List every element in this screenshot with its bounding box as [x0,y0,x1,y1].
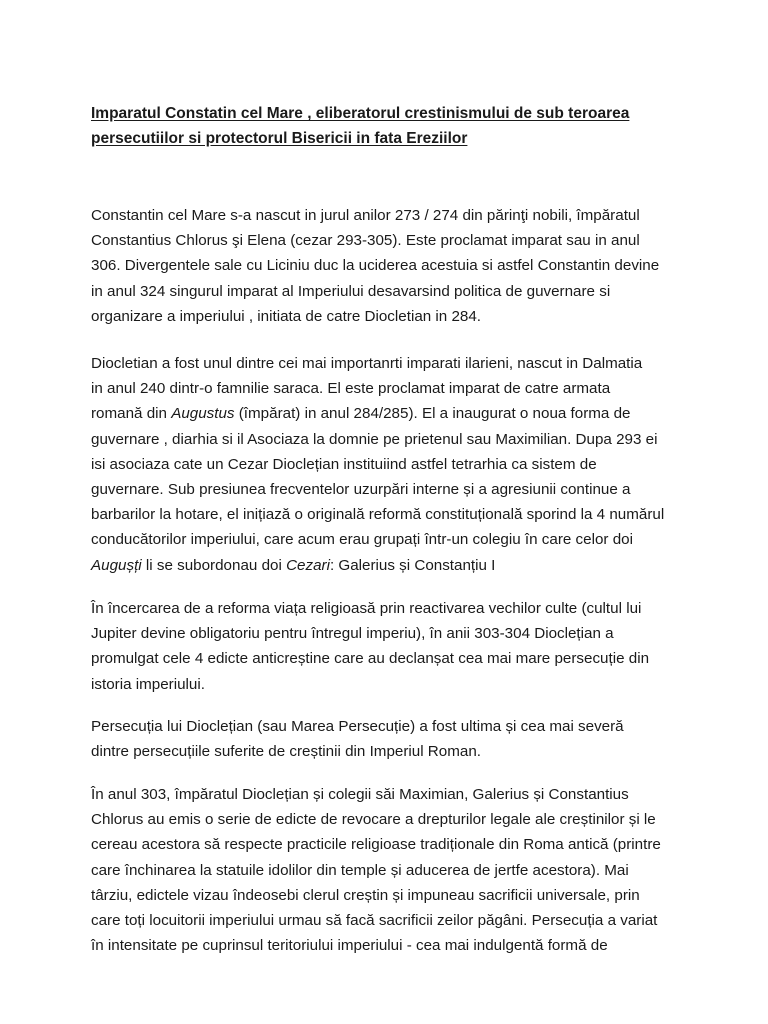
italic-term: Augușți [91,556,142,574]
paragraph-line: cereau acestora să respecte practicile religioase tradiționale din Roma antică (printre [91,836,661,854]
paragraph-religious-reform [91,596,691,697]
paragraph-line: conducătorilor imperiului, care acum erau grupați într-un colegiu în care celor doi [91,531,633,549]
title-line: persecutiilor si protectorul Bisericii in fata Ereziilor [91,130,468,147]
paragraph-line: romană din Augustus (împărat) in anul 284/285). El a inaugurat o noua forma de [91,405,631,423]
paragraph-line: În anul 303, împăratul Dioclețian și colegii săi Maximian, Galerius și Constantius [91,786,629,803]
paragraph-line: barbarilor la hotare, el inițiază o originală reformă constituțională sporind la 4 numărul [91,506,665,524]
paragraph-line: 306. Divergentele sale cu Liciniu duc la uciderea acestuia si astfel Constantin devine [91,257,660,275]
document-title [91,101,691,151]
paragraph-line: În încercarea de a reforma viața religioasă prin reactivarea vechilor culte (cultul lui [91,600,642,617]
paragraph-line: organizare a imperiului , initiata de catre Diocletian in 284. [91,307,482,325]
paragraph-line: dintre persecuțiile suferite de creștinii din Imperiul Roman. [91,743,481,761]
paragraph-line: in anul 240 dintr-o famnilie saraca. El este proclamat imparat de catre armata [91,380,611,398]
title-line: Imparatul Constatin cel Mare , eliberatorul crestinismului de sub teroarea [91,105,630,122]
italic-term: Cezari [286,556,330,574]
paragraph-line: Chlorus au emis o serie de edicte de revocare a drepturilor legale ale creștinilor și le [91,811,656,829]
paragraph-line: isi asociaza cate un Cezar Dioclețian instituiind astfel tetrarhia ca sistem de [91,455,597,473]
paragraph-line: care toți locuitorii imperiului urmau să facă sacrificii zeilor păgâni. Persecuția a variat [91,912,658,930]
paragraph-line: in anul 324 singurul imparat al Imperiului desavarsind politica de guvernare si [91,282,611,300]
italic-term: Augustus [171,405,235,423]
paragraph-line: guvernare , diarhia si il Asociaza la domnie pe prietenul sau Maximilian. Dupa 293 ei [91,430,658,448]
paragraph-great-persecution [91,714,691,764]
paragraph-line: Diocletian a fost unul dintre cei mai importanrti imparati ilarieni, nascut in Dalmatia [91,355,643,372]
paragraph-line: Constantin cel Mare s-a nascut in jurul anilor 273 / 274 din părinţi nobili, împăratul [91,207,640,224]
paragraph-line: istoria imperiului. [91,675,205,693]
paragraph-line: Augușți li se subordonau doi Cezari: Galerius și Constanțiu I [91,556,496,574]
paragraph-line: Constantius Chlorus şi Elena (cezar 293-305). Este proclamat imparat sau in anul [91,232,640,250]
paragraph-edicts [91,782,691,958]
paragraph-constantin [91,203,691,329]
paragraph-line: care închinarea la statuile idolilor din temple și aducerea de jertfe acestora). Mai [91,861,629,879]
paragraph-line: promulgat cele 4 edicte anticreștine care au declanșat cea mai mare persecuție din [91,650,650,668]
paragraph-line: Persecuția lui Dioclețian (sau Marea Persecuție) a fost ultima și cea mai severă [91,718,624,735]
paragraph-line: în intensitate pe cuprinsul teritoriului imperiului - cea mai indulgentă formă de [91,937,608,955]
paragraph-line: Jupiter devine obligatoriu pentru întregul imperiu), în anii 303-304 Dioclețian a [91,625,614,643]
paragraph-line: târziu, edictele vizau îndeosebi clerul creștin și impuneau sacrificii universale, prin [91,886,640,904]
paragraph-line: guvernare. Sub presiunea frecventelor uzurpări interne și a agresiunii continue a [91,481,631,499]
paragraph-diocletian [91,351,691,578]
